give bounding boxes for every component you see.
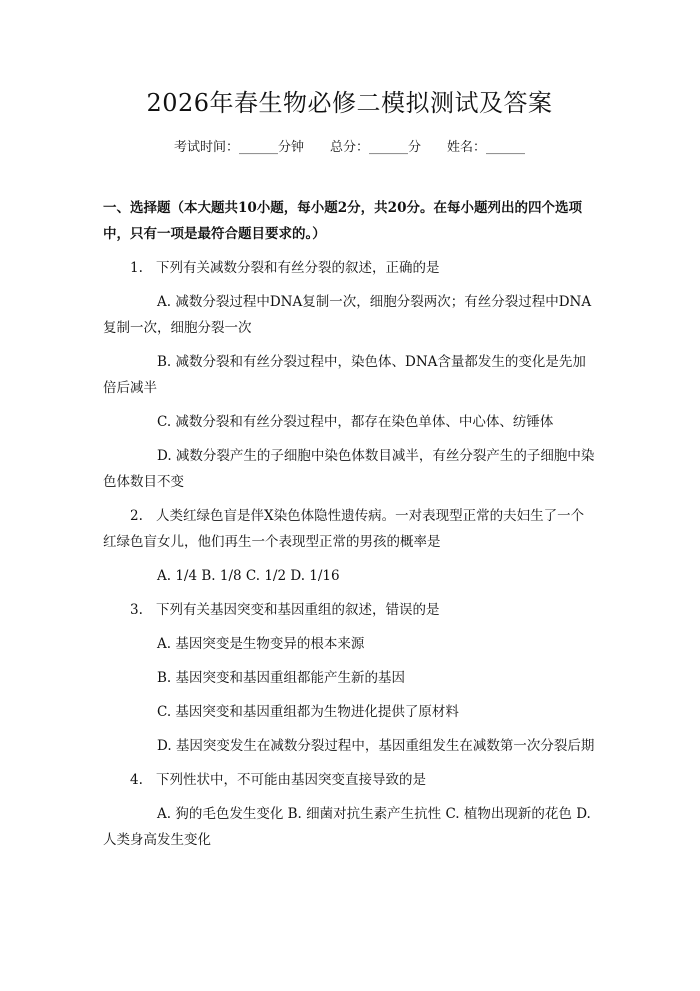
question-number: 4. bbox=[130, 772, 143, 788]
question-4-option-a: A. 狗的毛色发生变化 bbox=[157, 806, 284, 822]
exam-time-field: 考试时间：______分钟 bbox=[173, 140, 304, 155]
question-1 bbox=[103, 255, 596, 281]
question-3 bbox=[103, 597, 596, 623]
question-2-option-d: D. 1/16 bbox=[290, 568, 340, 584]
total-score-field: 总分：______分 bbox=[329, 140, 421, 155]
exam-meta-line bbox=[103, 138, 596, 158]
question-1-option-b: B. 减数分裂和有丝分裂过程中，染色体、DNA含量都发生的变化是先加倍后减半 bbox=[103, 354, 586, 396]
question-2-options bbox=[103, 563, 596, 589]
question-number: 2. bbox=[130, 508, 143, 524]
question-2 bbox=[103, 503, 596, 555]
page-title: 2026年春生物必修二模拟测试及答案 bbox=[146, 89, 553, 117]
question-2-option-c: C. 1/2 bbox=[245, 568, 287, 584]
question-number: 3. bbox=[130, 602, 143, 618]
exam-page bbox=[0, 86, 700, 991]
question-1-option-d: D. 减数分裂产生的子细胞中染色体数目减半，有丝分裂产生的子细胞中染色体数目不变 bbox=[103, 448, 595, 490]
question-1-option-a: A. 减数分裂过程中DNA复制一次，细胞分裂两次；有丝分裂过程中DNA复制一次，细胞分裂一次 bbox=[103, 294, 592, 336]
question-4-option-d: D. 人类身高发生变化 bbox=[103, 806, 591, 848]
question-3-option-c: C. 基因突变和基因重组都为生物进化提供了原材料 bbox=[157, 704, 459, 720]
question-3-option-d: D. 基因突变发生在减数分裂过程中，基因重组发生在减数第一次分裂后期 bbox=[157, 738, 595, 754]
question-stem: 下列有关基因突变和基因重组的叙述，错误的是 bbox=[156, 602, 440, 618]
student-name-field: 姓名：______ bbox=[447, 140, 526, 155]
question-stem: 下列性状中，不可能由基因突变直接导致的是 bbox=[156, 772, 426, 788]
question-4-option-b: B. 细菌对抗生素产生抗性 bbox=[287, 806, 442, 822]
question-number: 1. bbox=[130, 260, 143, 276]
question-3-option-a: A. 基因突变是生物变异的根本来源 bbox=[157, 636, 365, 652]
question-2-option-b: B. 1/8 bbox=[201, 568, 242, 584]
section-heading-choice: 一、选择题（本大题共10小题，每小题2分，共20分。在每小题列出的四个选项中，只有一项是最符合题目要求的。） bbox=[103, 200, 582, 242]
question-4-option-c: C. 植物出现新的花色 bbox=[445, 806, 572, 822]
question-3-option-b: B. 基因突变和基因重组都能产生新的基因 bbox=[157, 670, 406, 686]
question-2-option-a: A. 1/4 bbox=[157, 568, 198, 584]
question-4 bbox=[103, 767, 596, 793]
question-stem: 下列有关减数分裂和有丝分裂的叙述，正确的是 bbox=[156, 260, 440, 276]
question-4-options bbox=[103, 801, 596, 853]
question-stem: 人类红绿色盲是伴X染色体隐性遗传病。一对表现型正常的夫妇生了一个红绿色盲女儿，他们再生一个表现型正常的男孩的概率是 bbox=[103, 508, 585, 550]
question-1-option-c: C. 减数分裂和有丝分裂过程中，都存在染色单体、中心体、纺锤体 bbox=[157, 414, 554, 430]
